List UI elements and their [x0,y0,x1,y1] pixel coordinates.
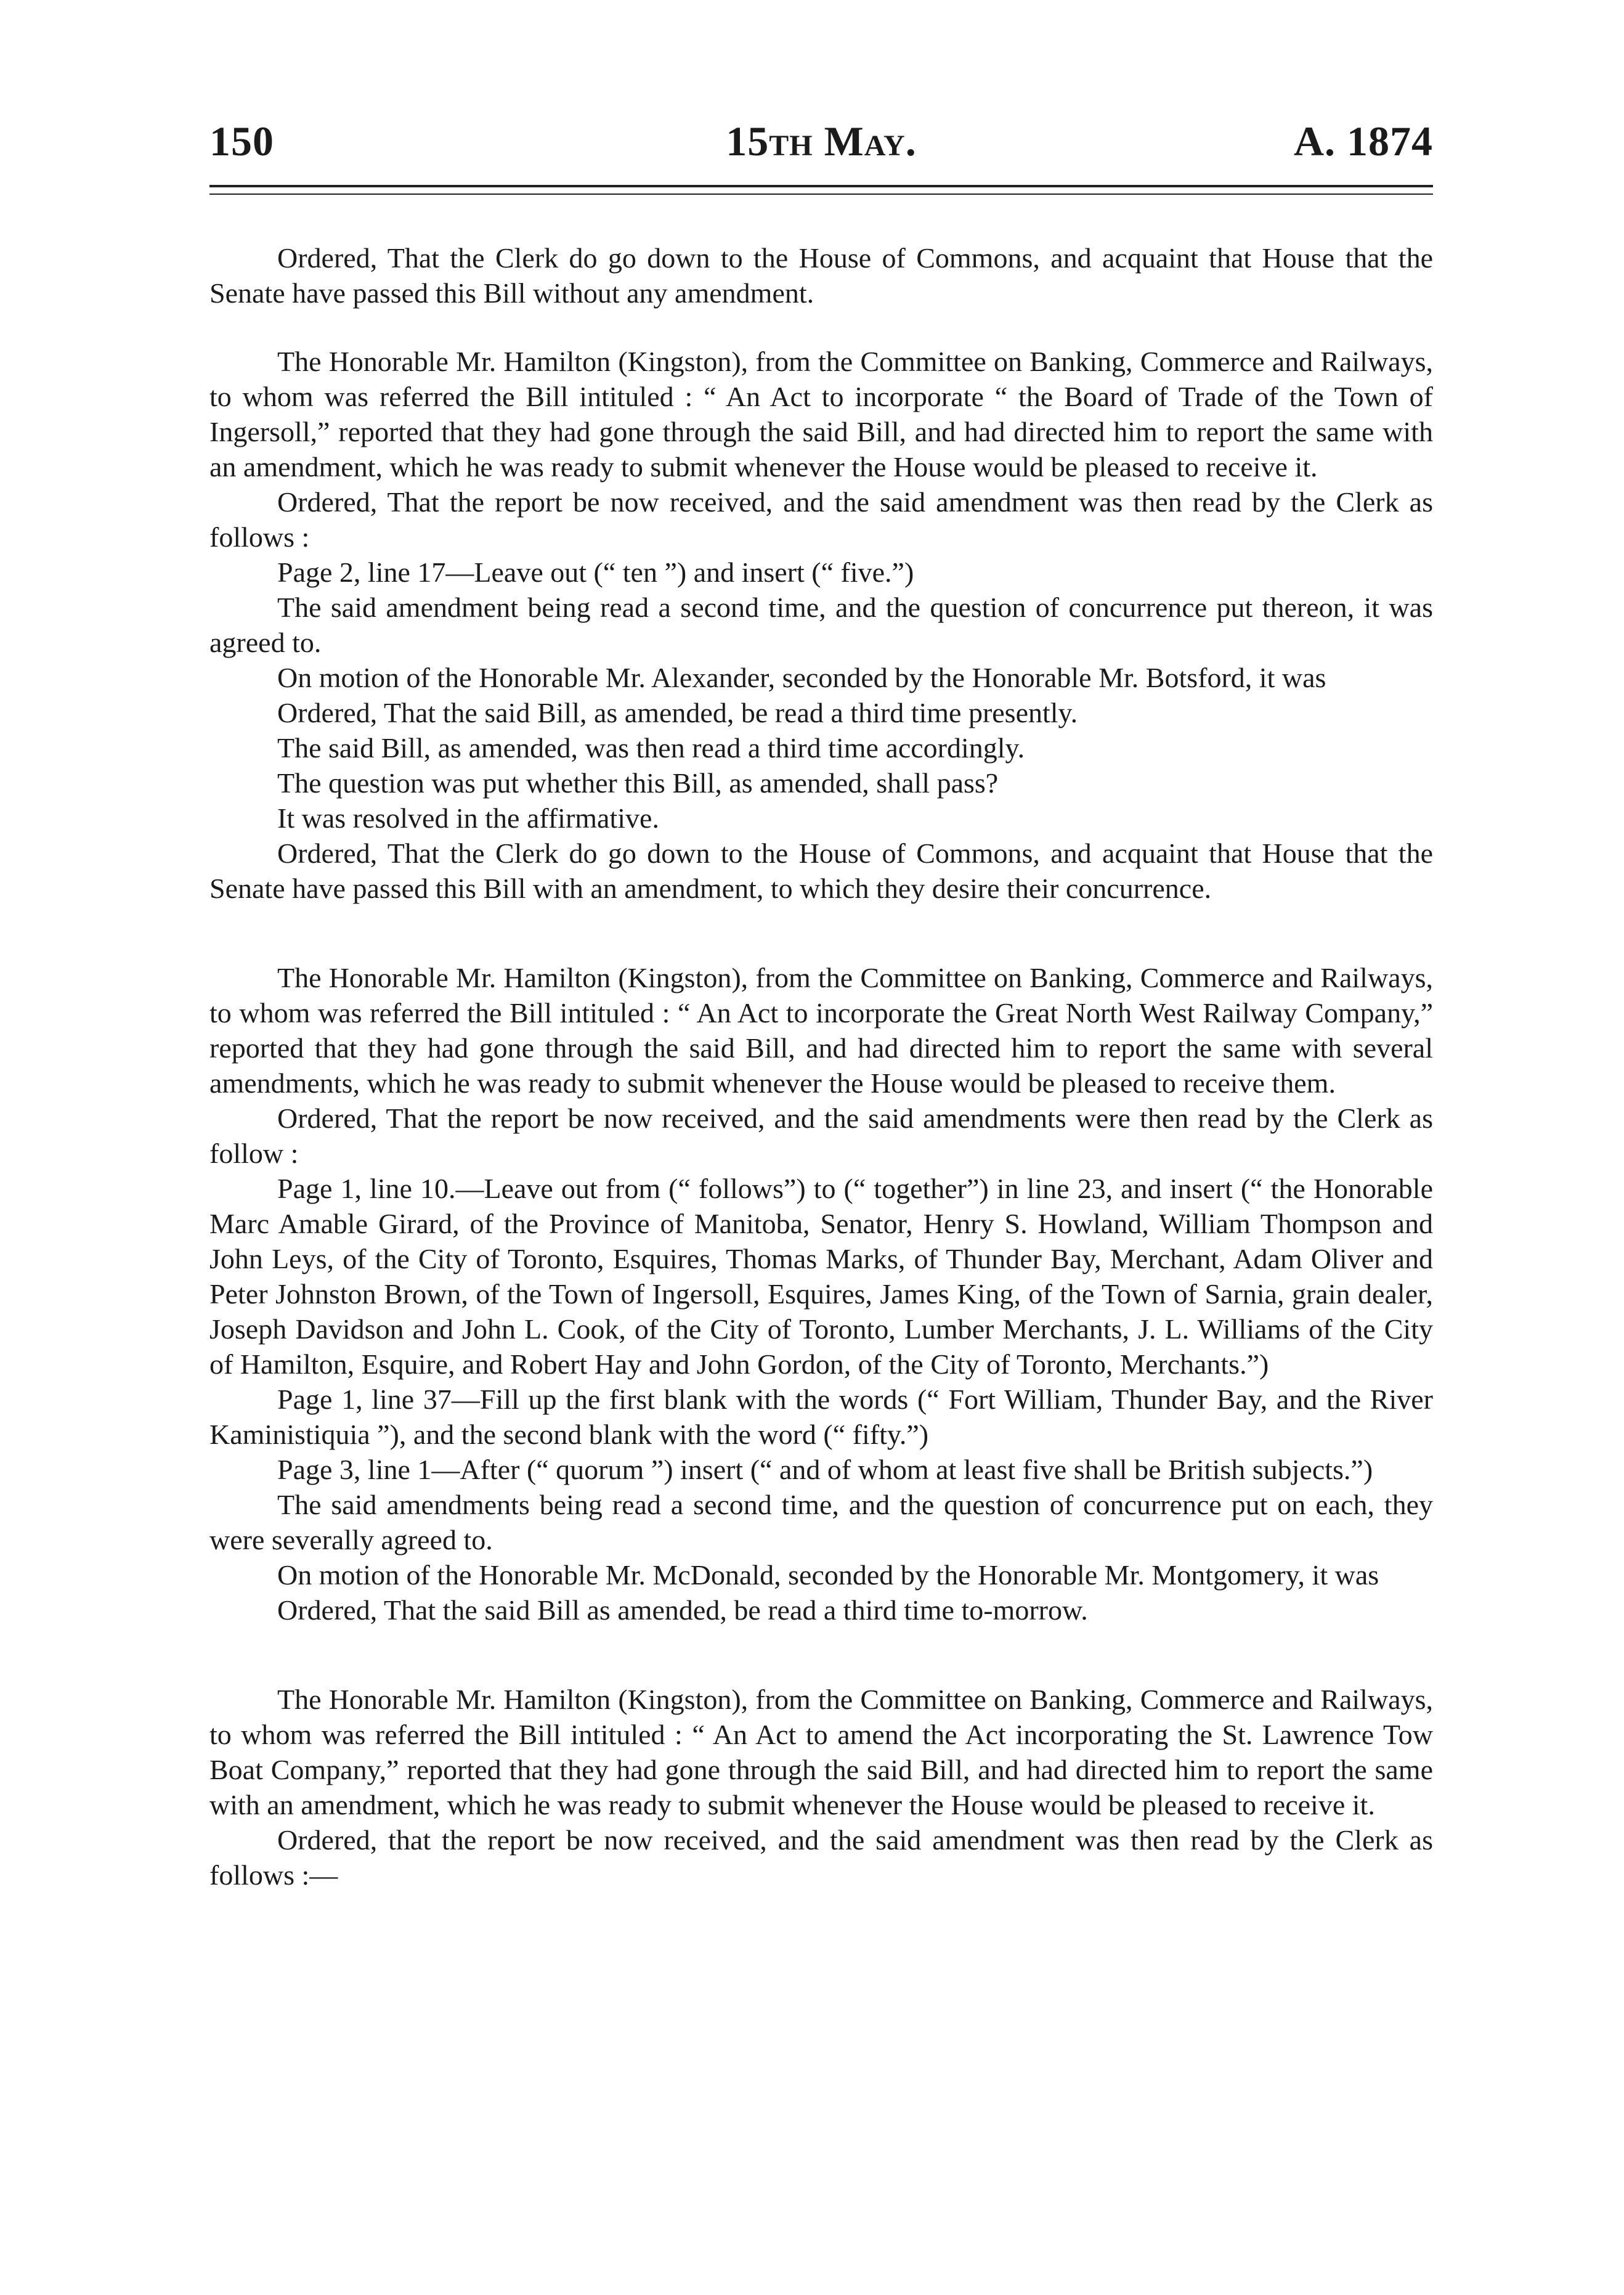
paragraph: It was resolved in the affirmative. [277,802,659,834]
order-paragraph: Ordered, that the report be now received, and the said amendment was then read by the Clerk as follows :— [209,1824,1433,1891]
amendment-item: Page 1, line 37—Fill up the first blank with the words (“ Fort William, Thunder Bay, and the River Kaministiquia ”), and the second blank with the word (“ fifty.”) [209,1384,1433,1450]
order-paragraph: Ordered, That the Clerk do go down to the House of Commons, and acquaint that House that the Senate have passed this Bill with an amendment, to which they desire their concurrence. [209,838,1433,904]
page-date: 15th May. [726,118,917,165]
header-rule [209,185,1433,187]
motion-paragraph: On motion of the Honorable Mr. McDonald, seconded by the Honorable Mr. Montgomery, it was [277,1559,1379,1591]
header-rule-thin [209,194,1433,195]
committee-report-paragraph: The Honorable Mr. Hamilton (Kingston), from the Committee on Banking, Commerce and Railways, to whom was referred the Bill intituled : “ An Act to incorporate the Great North West Railway Company,” reported that they had gone through the said Bill, and had directed him to report the same with several amendments, which he was ready to submit whenever the House would be pleased to receive them. [209,962,1433,1099]
order-paragraph: Ordered, That the said Bill as amended, be read a third time to-morrow. [277,1594,1088,1626]
body-text [209,240,1433,1893]
page-header [209,117,1433,203]
page-year: A. 1874 [1293,118,1433,165]
order-paragraph: Ordered, That the report be now received, and the said amendments were then read by the Clerk as follow : [209,1103,1433,1169]
paragraph: The said amendment being read a second time, and the question of concurrence put thereon, it was agreed to. [209,592,1433,658]
order-paragraph: Ordered, That the report be now received, and the said amendment was then read by the Clerk as follows : [209,486,1433,553]
paragraph: The said Bill, as amended, was then read a third time accordingly. [277,732,1025,764]
amendment-item: Page 3, line 1—After (“ quorum ”) insert (“ and of whom at least five shall be British subjects.”) [277,1454,1373,1485]
order-paragraph: Ordered, That the said Bill, as amended, be read a third time presently. [277,697,1078,728]
paragraph: The question was put whether this Bill, as amended, shall pass? [277,767,999,799]
page-number: 150 [209,118,274,165]
committee-report-paragraph: The Honorable Mr. Hamilton (Kingston), from the Committee on Banking, Commerce and Railways, to whom was referred the Bill intituled : “ An Act to incorporate “ the Board of Trade of the Town of Ingersoll,” reported that they had gone through the said Bill, and had directed him to report the same with an amendment, which he was ready to submit whenever the House would be pleased to receive it. [209,346,1433,483]
amendment-item: Page 2, line 17—Leave out (“ ten ”) and insert (“ five.”) [277,556,914,588]
order-paragraph: Ordered, That the Clerk do go down to the House of Commons, and acquaint that House that the Senate have passed this Bill without any amendment. [209,242,1433,309]
amendment-item: Page 1, line 10.—Leave out from (“ follows”) to (“ together”) in line 23, and insert (“ the Honorable Marc Amable Girard, of the Province of Manitoba, Senator, Henry S. Howland, William Thompson and John Leys, of the City of Toronto, Esquires, Thomas Marks, of Thunder Bay, Merchant, Adam Oliver and Peter Johnston Brown, of the Town of Ingersoll, Esquires, James King, of the Town of Sarnia, grain dealer, Joseph Davidson and John L. Cook, of the City of Toronto, Lumber Merchants, J. L. Williams of the City of Hamilton, Esquire, and Robert Hay and John Gordon, of the City of Toronto, Merchants.”) [209,1173,1433,1380]
paragraph: The said amendments being read a second time, and the question of concurrence put on each, they were severally agreed to. [209,1489,1433,1555]
committee-report-paragraph: The Honorable Mr. Hamilton (Kingston), from the Committee on Banking, Commerce and Railways, to whom was referred the Bill intituled : “ An Act to amend the Act incorporating the St. Lawrence Tow Boat Company,” reported that they had gone through the said Bill, and had directed him to report the same with an amendment, which he was ready to submit whenever the House would be pleased to receive it. [209,1684,1433,1820]
motion-paragraph: On motion of the Honorable Mr. Alexander, seconded by the Honorable Mr. Botsford, it was [277,662,1326,693]
